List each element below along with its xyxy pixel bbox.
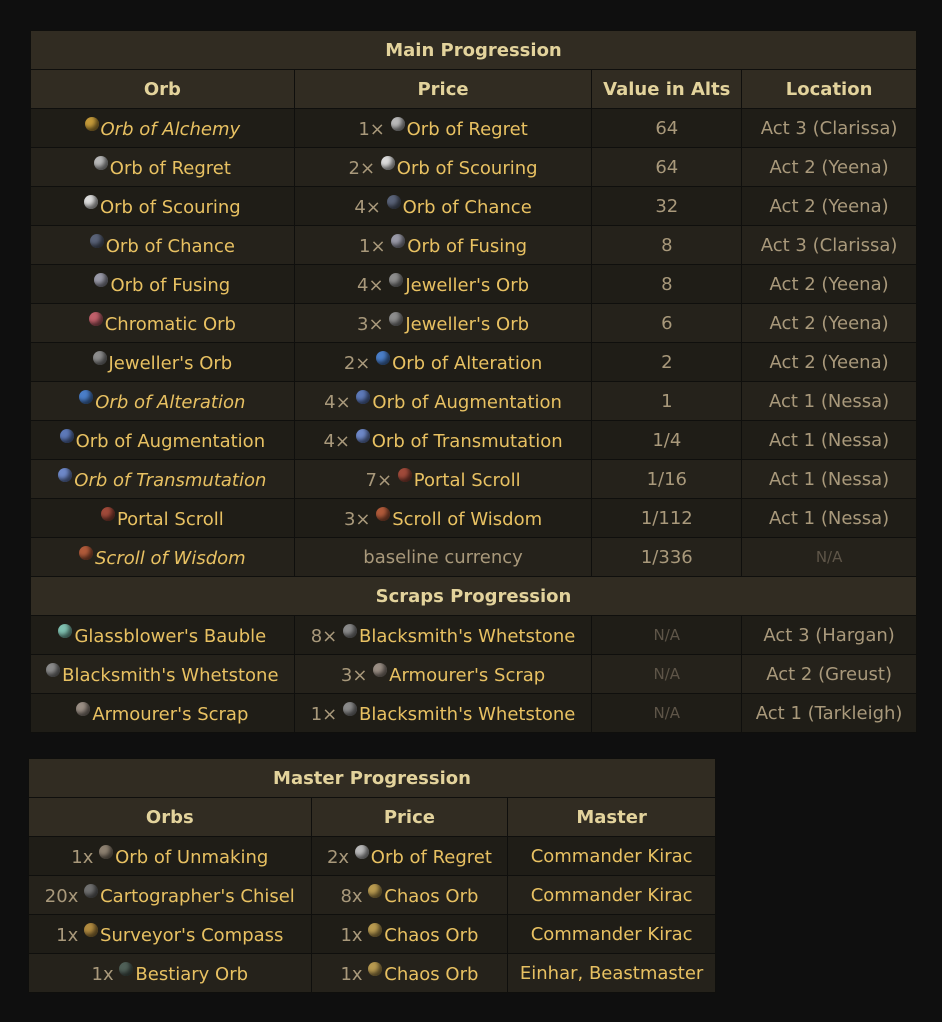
orb-cell [31, 616, 295, 655]
orb-cell [31, 421, 295, 460]
regret-icon [391, 117, 405, 131]
transmutation-icon [58, 468, 72, 482]
column-header: Location [742, 70, 917, 109]
orb-link[interactable]: Orb of Fusing [110, 274, 231, 296]
fusing-icon [94, 273, 108, 287]
orb-cell [29, 954, 312, 993]
quantity: 3× [343, 508, 371, 530]
price-link[interactable]: Chaos Orb [384, 924, 479, 946]
orb-cell [31, 460, 295, 499]
compass-icon [84, 923, 98, 937]
chaos-icon [368, 884, 382, 898]
orb-link[interactable]: Orb of Alchemy [100, 118, 241, 140]
wisdom-icon [79, 546, 93, 560]
orb-cell [31, 382, 295, 421]
orb-link[interactable]: Glassblower's Bauble [74, 625, 267, 647]
regret-icon [94, 156, 108, 170]
whetstone-icon [46, 663, 60, 677]
orb-cell [31, 148, 295, 187]
price-cell [311, 915, 508, 954]
price-cell [294, 460, 592, 499]
quantity: 1× [358, 118, 385, 140]
portal-icon [101, 507, 115, 521]
column-header: Orbs [29, 798, 312, 837]
price-cell [294, 616, 592, 655]
price-link[interactable]: Orb of Chance [402, 196, 532, 218]
quantity: 8x [340, 885, 363, 907]
main-progression [31, 31, 917, 70]
column-header: Price [311, 798, 508, 837]
price-cell [294, 148, 592, 187]
price-link[interactable]: Blacksmith's Whetstone [358, 703, 576, 725]
value-cell: 6 [592, 304, 742, 343]
main-progression-table [30, 30, 917, 733]
price-link[interactable]: Chaos Orb [384, 885, 479, 907]
table-row [31, 538, 917, 577]
master-progression-title: Master Progression [29, 759, 716, 798]
orb-link[interactable]: Orb of Alteration [95, 391, 246, 413]
location-cell: Act 1 (Nessa) [742, 499, 917, 538]
whetstone-icon [343, 624, 357, 638]
price-cell [311, 954, 508, 993]
table-row [29, 954, 716, 993]
header-row [29, 798, 716, 837]
location-cell: Act 3 (Clarissa) [742, 109, 917, 148]
scrap-icon [76, 702, 90, 716]
orb-link[interactable]: Orb of Unmaking [115, 846, 269, 868]
quantity: 2x [326, 846, 350, 868]
orb-link[interactable]: Jeweller's Orb [108, 352, 233, 374]
price-cell [294, 382, 592, 421]
price-cell [294, 109, 592, 148]
column-header: Price [294, 70, 592, 109]
orb-link[interactable]: Orb of Regret [109, 157, 231, 179]
table-row [31, 460, 917, 499]
orb-cell [29, 915, 312, 954]
orb-link[interactable]: Orb of Scouring [99, 196, 241, 218]
transmutation-icon [356, 429, 370, 443]
orb-link[interactable]: Chromatic Orb [104, 313, 236, 335]
location-cell: Act 2 (Greust) [742, 655, 917, 694]
quantity: 2× [343, 352, 371, 374]
master-progression [29, 759, 716, 798]
quantity: 1x [340, 924, 363, 946]
table-row [31, 655, 917, 694]
price-cell [294, 655, 592, 694]
scraps-progression [31, 577, 917, 616]
column-header: Master [508, 798, 716, 837]
price-cell [294, 226, 592, 265]
value-cell: 64 [592, 148, 742, 187]
bestiary-icon [119, 962, 133, 976]
column-header: Value in Alts [592, 70, 742, 109]
location-cell: Act 1 (Nessa) [742, 382, 917, 421]
fusing-icon [391, 234, 405, 248]
price-link[interactable]: Orb of Regret [406, 118, 528, 140]
chaos-icon [368, 923, 382, 937]
orb-link[interactable]: Armourer's Scrap [92, 703, 249, 725]
value-cell: 1/4 [592, 421, 742, 460]
table-row [29, 915, 716, 954]
orb-link[interactable]: Surveyor's Compass [100, 924, 284, 946]
value-cell: 64 [592, 109, 742, 148]
master-progression-table [28, 758, 716, 993]
table-row [31, 148, 917, 187]
orb-link[interactable]: Blacksmith's Whetstone [62, 664, 279, 686]
value-cell: 8 [592, 265, 742, 304]
unmaking-icon [99, 845, 113, 859]
main-progression-title: Main Progression [31, 31, 917, 70]
price-cell [294, 421, 592, 460]
quantity: 20x [44, 885, 79, 907]
quantity: 1× [310, 703, 338, 725]
orb-link[interactable]: Orb of Transmutation [74, 469, 267, 491]
table-row [31, 304, 917, 343]
price-link[interactable]: Orb of Transmutation [371, 430, 563, 452]
quantity: 2× [348, 157, 376, 179]
value-cell: 32 [592, 187, 742, 226]
scouring-icon [84, 195, 98, 209]
location-cell: Act 3 (Hargan) [742, 616, 917, 655]
master-cell [508, 876, 716, 915]
location-cell: Act 2 (Yeena) [742, 265, 917, 304]
orb-cell [31, 265, 295, 304]
quantity: 8× [310, 625, 338, 647]
jeweller-icon [93, 351, 107, 365]
value-cell: 1/336 [592, 538, 742, 577]
quantity: 4× [354, 196, 381, 218]
alteration-icon [79, 390, 93, 404]
chisel-icon [84, 884, 98, 898]
table-row [31, 109, 917, 148]
price-link[interactable]: Orb of Fusing [407, 235, 528, 257]
header-row [31, 70, 917, 109]
location-cell: N/A [742, 538, 917, 577]
quantity: 1x [91, 963, 114, 985]
orb-link[interactable]: Orb of Augmentation [75, 430, 266, 452]
value-cell: N/A [592, 694, 742, 733]
price-link[interactable]: Orb of Regret [370, 846, 492, 868]
bauble-icon [58, 624, 72, 638]
price-link[interactable]: Jeweller's Orb [405, 313, 530, 335]
value-cell: 2 [592, 343, 742, 382]
table-row [31, 421, 917, 460]
value-cell: 1 [592, 382, 742, 421]
orb-cell [31, 499, 295, 538]
price-link[interactable]: Blacksmith's Whetstone [358, 625, 576, 647]
quantity: 7× [365, 469, 393, 491]
orb-cell [29, 837, 312, 876]
table-row [31, 499, 917, 538]
location-cell: Act 2 (Yeena) [742, 148, 917, 187]
orb-cell [31, 226, 295, 265]
value-cell: N/A [592, 655, 742, 694]
price-link[interactable]: Chaos Orb [384, 963, 479, 985]
quantity: 1x [340, 963, 363, 985]
orb-link[interactable]: Orb of Chance [105, 235, 235, 257]
table-row [31, 694, 917, 733]
orb-link[interactable]: Bestiary Orb [135, 963, 249, 985]
value-cell: 8 [592, 226, 742, 265]
table-row [31, 265, 917, 304]
quantity: 1x [71, 846, 94, 868]
price-link[interactable]: Scroll of Wisdom [392, 508, 543, 530]
orb-cell [31, 343, 295, 382]
alchemy-icon [85, 117, 99, 131]
quantity: 4× [324, 391, 351, 413]
table-row [29, 837, 716, 876]
chance-icon [90, 234, 104, 248]
value-cell: 1/16 [592, 460, 742, 499]
price-link[interactable]: Orb of Scouring [396, 157, 538, 179]
price-cell [294, 265, 592, 304]
column-header: Orb [31, 70, 295, 109]
price-link[interactable]: Orb of Alteration [392, 352, 543, 374]
price-cell [294, 304, 592, 343]
whetstone-icon [343, 702, 357, 716]
value-cell: N/A [592, 616, 742, 655]
orb-cell [31, 187, 295, 226]
value-cell: 1/112 [592, 499, 742, 538]
scraps-progression-title: Scraps Progression [31, 577, 917, 616]
price-cell [294, 694, 592, 733]
master-link[interactable]: Einhar, Beastmaster [519, 962, 704, 984]
location-cell: Act 2 (Yeena) [742, 343, 917, 382]
price-cell [311, 837, 508, 876]
jeweller-icon [389, 312, 403, 326]
orb-cell [31, 304, 295, 343]
augmentation-icon [60, 429, 74, 443]
master-cell [508, 915, 716, 954]
baseline-label: baseline currency [363, 546, 523, 568]
quantity: 4× [323, 430, 351, 452]
table-row [29, 876, 716, 915]
quantity: 3× [357, 313, 384, 335]
location-cell: Act 1 (Tarkleigh) [742, 694, 917, 733]
chromatic-icon [89, 312, 103, 326]
price-link[interactable]: Armourer's Scrap [389, 664, 546, 686]
regret-icon [355, 845, 369, 859]
master-link[interactable]: Commander Kirac [530, 923, 693, 945]
price-link[interactable]: Portal Scroll [413, 469, 521, 491]
table-row [31, 382, 917, 421]
price-cell [294, 499, 592, 538]
wisdom-icon [376, 507, 390, 521]
master-link[interactable]: Commander Kirac [530, 845, 693, 867]
price-cell [294, 343, 592, 382]
scrap-icon [373, 663, 387, 677]
price-link[interactable]: Jeweller's Orb [405, 274, 530, 296]
chaos-icon [368, 962, 382, 976]
orb-link[interactable]: Portal Scroll [116, 508, 224, 530]
price-link[interactable]: Orb of Augmentation [372, 391, 562, 413]
orb-cell [31, 694, 295, 733]
master-cell [508, 837, 716, 876]
location-cell: Act 1 (Nessa) [742, 421, 917, 460]
quantity: 4× [357, 274, 384, 296]
table-row [31, 616, 917, 655]
orb-cell [29, 876, 312, 915]
augmentation-icon [356, 390, 370, 404]
chance-icon [387, 195, 401, 209]
orb-cell [31, 109, 295, 148]
quantity: 3× [340, 664, 368, 686]
table-row [31, 226, 917, 265]
price-cell [311, 876, 508, 915]
location-cell: Act 3 (Clarissa) [742, 226, 917, 265]
orb-link[interactable]: Scroll of Wisdom [95, 547, 246, 569]
location-cell: Act 2 (Yeena) [742, 187, 917, 226]
scouring-icon [381, 156, 395, 170]
orb-link[interactable]: Cartographer's Chisel [100, 885, 295, 907]
quantity: 1× [359, 235, 386, 257]
orb-cell [31, 538, 295, 577]
table-row [31, 343, 917, 382]
master-cell [508, 954, 716, 993]
orb-cell [31, 655, 295, 694]
price-cell [294, 538, 592, 577]
price-cell [294, 187, 592, 226]
alteration-icon [376, 351, 390, 365]
location-cell: Act 2 (Yeena) [742, 304, 917, 343]
portal-icon [398, 468, 412, 482]
location-cell: Act 1 (Nessa) [742, 460, 917, 499]
table-row [31, 187, 917, 226]
jeweller-icon [389, 273, 403, 287]
quantity: 1x [56, 924, 79, 946]
master-link[interactable]: Commander Kirac [530, 884, 693, 906]
